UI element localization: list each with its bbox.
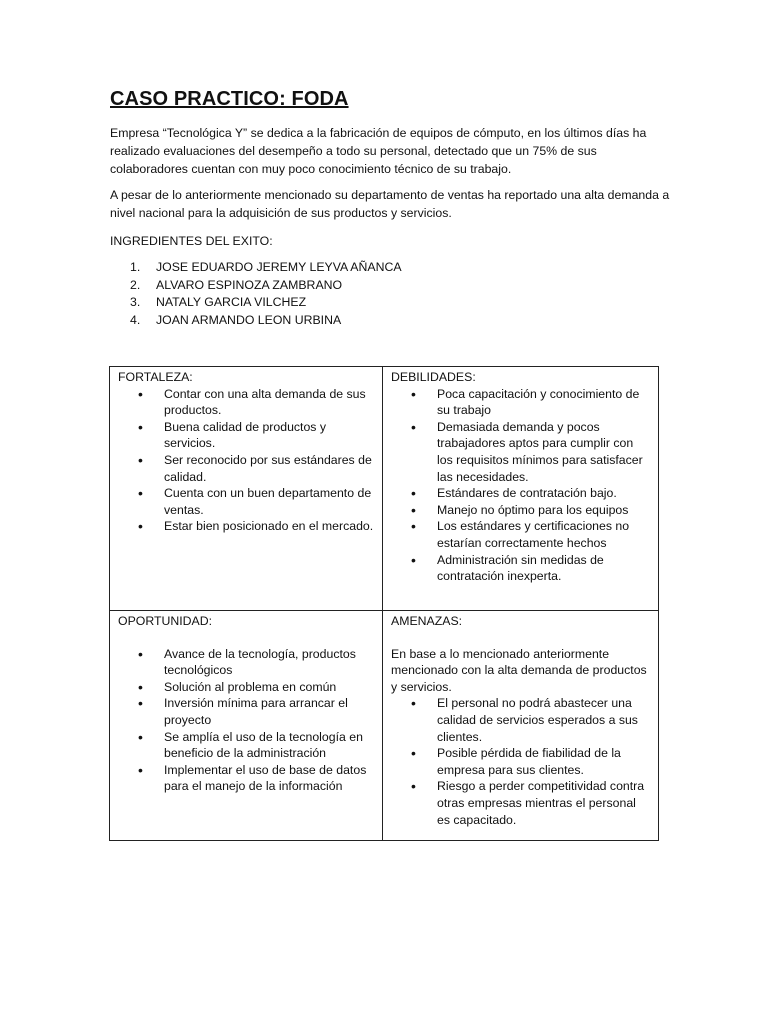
list-item: • Estar bien posicionado en el mercado. [164, 518, 374, 535]
debilidades-list [391, 386, 650, 585]
list-item: • Buena calidad de productos y servicios. [164, 419, 374, 452]
list-item: • Se amplía el uso de la tecnología en beneficio de la administración [164, 729, 374, 762]
list-item: • Manejo no óptimo para los equipos [437, 502, 650, 519]
members-list [130, 259, 402, 330]
list-item: • Poca capacitación y conocimiento de su trabajo [437, 386, 650, 419]
oportunidad-cell [110, 611, 383, 841]
list-item: • Avance de la tecnología, productos tecnológicos [164, 646, 374, 679]
amenazas-intro: En base a lo mencionado anteriormente mencionado con la alta demanda de productos y servicios. [391, 646, 647, 694]
amenazas-heading: AMENAZAS: [391, 614, 463, 628]
oportunidad-heading: OPORTUNIDAD: [118, 614, 213, 628]
page-title: CASO PRACTICO: FODA [110, 88, 349, 110]
list-item: • Riesgo a perder competitividad contra otras empresas mientras el personal es capacitado. [437, 778, 650, 828]
list-item: • El personal no podrá abastecer una calidad de servicios esperados a sus clientes. [437, 695, 650, 745]
list-item: 3. NATALY GARCIA VILCHEZ [130, 295, 307, 310]
amenazas-list [391, 695, 650, 828]
list-item: • Inversión mínima para arrancar el proyecto [164, 695, 374, 728]
fortaleza-list [118, 386, 374, 535]
list-item: • Ser reconocido por sus estándares de calidad. [164, 452, 374, 485]
list-item: • Estándares de contratación bajo. [437, 485, 650, 502]
list-item: 1. JOSE EDUARDO JEREMY LEYVA AÑANCA [130, 260, 402, 274]
fortaleza-heading: FORTALEZA: [118, 370, 193, 384]
list-item: • Posible pérdida de fiabilidad de la empresa para sus clientes. [437, 745, 650, 778]
list-item: • Solución al problema en común [164, 679, 374, 696]
debilidades-cell [383, 367, 659, 611]
amenazas-cell [383, 611, 659, 841]
sales-paragraph: A pesar de lo anteriormente mencionado su departamento de ventas ha reportado una alta demanda a nivel nacional para la adquisición de sus productos y servicios. [110, 188, 670, 220]
list-item: 2. ALVARO ESPINOZA ZAMBRANO [130, 277, 343, 292]
list-item: • Los estándares y certificaciones no estarían correctamente hechos [437, 518, 650, 551]
list-item: • Administración sin medidas de contratación inexperta. [437, 552, 650, 585]
list-item: 4. JOAN ARMANDO LEON URBINA [130, 313, 342, 328]
intro-paragraph: Empresa “Tecnológica Y” se dedica a la fabricación de equipos de cómputo, en los últimos días ha realizado evaluaciones del desempeño a todo su personal, detectado que un 75% de sus colaboradores cuentan con muy poco conocimiento técnico de su trabajo. [110, 126, 647, 176]
list-item: • Implementar el uso de base de datos para el manejo de la información [164, 762, 374, 795]
list-item: • Contar con una alta demanda de sus productos. [164, 386, 374, 419]
debilidades-heading: DEBILIDADES: [391, 370, 476, 384]
list-item: • Demasiada demanda y pocos trabajadores aptos para cumplir con los requisitos mínimos para satisfacer las necesidades. [437, 419, 650, 485]
list-item: • Cuenta con un buen departamento de ventas. [164, 485, 374, 518]
foda-table [109, 366, 659, 841]
fortaleza-cell [110, 367, 383, 611]
oportunidad-list [118, 646, 374, 795]
members-heading: INGREDIENTES DEL EXITO: [110, 234, 273, 248]
